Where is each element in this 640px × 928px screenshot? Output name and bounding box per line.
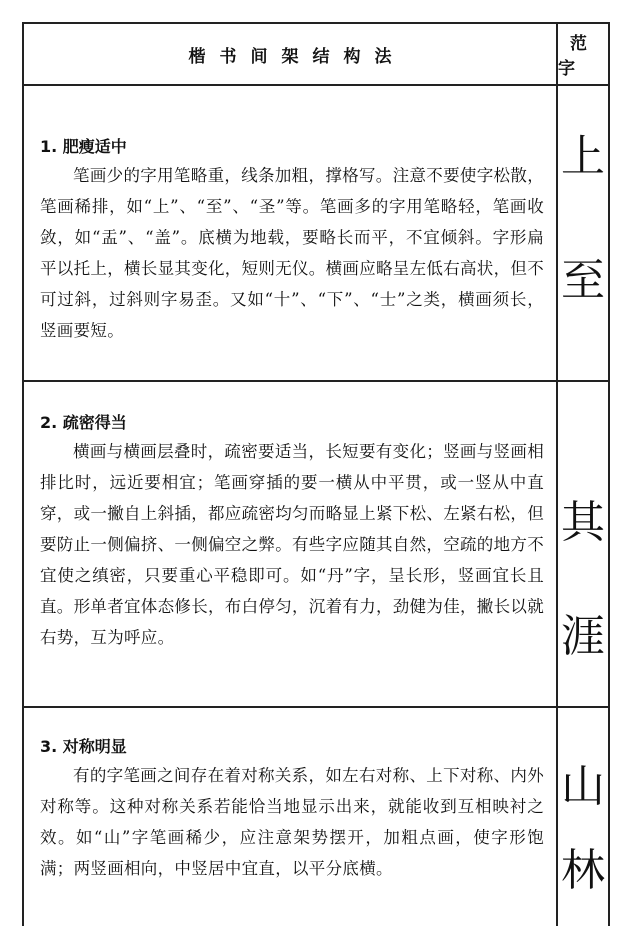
example-characters — [558, 706, 608, 928]
example-char: 上 — [561, 131, 605, 182]
section-symmetry — [24, 706, 608, 928]
example-char: 山 — [561, 761, 605, 812]
section-body: 有的字笔画之间存在着对称关系，如左右对称、上下对称、内外对称等。这种对称关系若能恰当地显示出来，就能收到互相映衬之效。如“山”字笔画稀少，应注意架势摆开，加粗点画，使字形饱满；两竖画相向，中竖居中宜直，以平分底横。 — [40, 766, 544, 878]
section-text — [40, 134, 544, 346]
example-characters — [558, 84, 608, 380]
section-body: 横画与横画层叠时，疏密要适当，长短要有变化；竖画与竖画相排比时，远近要相宜；笔画穿插的要一横从中平贯，或一竖从中直穿，或一撇自上斜插，都应疏密均匀而略显上紧下松、左紧右松，但要防止一侧偏挤、一侧偏空之弊。有些字应随其自然，空疏的地方不宜使之缜密，只要重心平稳即可。如“丹”字，呈长形，竖画宜长且直。形单者宜体态修长，布白停匀，沉着有力，劲健为佳，撇长以就右势，互为呼应。 — [40, 442, 544, 647]
section-title: 3. 对称明显 — [40, 737, 127, 756]
section-fat-thin — [24, 84, 608, 382]
table-header — [24, 24, 608, 86]
section-title: 1. 肥瘦适中 — [40, 137, 127, 156]
table-title: 楷书间架结构法 — [188, 46, 406, 67]
section-density — [24, 380, 608, 708]
example-char: 其 — [561, 497, 605, 548]
example-characters — [558, 380, 608, 706]
example-char: 涯 — [561, 611, 605, 662]
section-text — [40, 734, 544, 884]
section-body: 笔画少的字用笔略重，线条加粗，撑格写。注意不要使字松散，笔画稀排，如“上”、“至”、“圣”等。笔画多的字用笔略轻，笔画收敛，如“盂”、“盖”。底横为地载，要略长而平，不宜倾斜。字形扁平以托上，横长显其变化，短则无仪。横画应略呈左低右高状，但不可过斜，过斜则字易歪。又如“十”、“下”、“士”之类，横画须长，竖画要短。 — [40, 166, 544, 340]
structure-table — [22, 22, 610, 926]
section-title: 2. 疏密得当 — [40, 413, 127, 432]
example-char: 至 — [561, 255, 605, 306]
example-column-header: 范字 — [558, 34, 599, 79]
section-text — [40, 410, 544, 653]
example-char: 林 — [561, 845, 605, 896]
